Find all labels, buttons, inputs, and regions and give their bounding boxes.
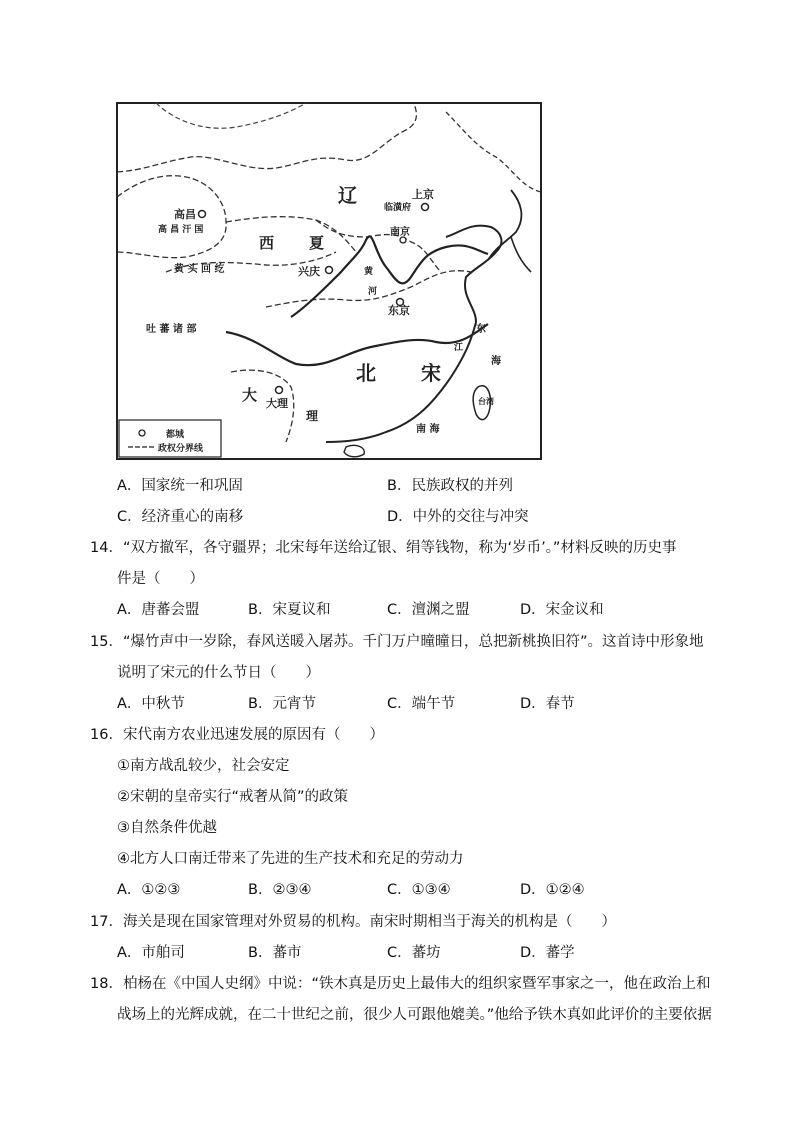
dali-dot bbox=[276, 387, 283, 394]
svg-text:西: 西 bbox=[259, 234, 275, 252]
q13-option-c: C．经济重心的南移 bbox=[117, 509, 244, 525]
q17-option-b: B．蕃市 bbox=[248, 945, 302, 961]
svg-text:台湾: 台湾 bbox=[478, 397, 494, 406]
svg-text:黄 头 回 纥: 黄 头 回 纥 bbox=[174, 264, 225, 275]
svg-text:宋: 宋 bbox=[421, 361, 441, 385]
song-liao-xixia-map bbox=[116, 102, 542, 460]
q15-option-b: B．元宵节 bbox=[248, 696, 316, 712]
svg-text:南京: 南京 bbox=[390, 227, 410, 238]
svg-text:吐 蕃 诸 部: 吐 蕃 诸 部 bbox=[146, 324, 197, 335]
q15-option-d: D．春节 bbox=[520, 696, 575, 712]
q14-option-a: A．唐蕃会盟 bbox=[117, 602, 200, 618]
svg-text:江: 江 bbox=[454, 343, 464, 353]
q16-item-1: ①南方战乱较少，社会安定 bbox=[117, 758, 290, 774]
svg-text:海: 海 bbox=[491, 356, 501, 367]
q14-stem-line1: 14．“双方撤军，各守疆界；北宋每年送给辽银、绢等钱物，称为‘岁币’。”材料反映的历史事 bbox=[90, 540, 677, 556]
svg-text:大理: 大理 bbox=[266, 397, 288, 410]
q13-option-a: A．国家统一和巩固 bbox=[117, 478, 243, 494]
svg-text:北: 北 bbox=[356, 361, 376, 385]
q14-option-d: D．宋金议和 bbox=[520, 602, 604, 618]
q15-option-a: A．中秋节 bbox=[117, 696, 185, 712]
q17-option-d: D．蕃学 bbox=[520, 945, 575, 961]
svg-text:夏: 夏 bbox=[309, 234, 325, 252]
svg-text:高 昌 汗 国: 高 昌 汗 国 bbox=[158, 225, 204, 235]
q16-option-c: C．①③④ bbox=[387, 882, 451, 898]
svg-text:高昌: 高昌 bbox=[174, 208, 196, 221]
q16-option-b: B．②③④ bbox=[248, 882, 312, 898]
q16-item-4: ④北方人口南迁带来了先进的生产技术和充足的劳动力 bbox=[117, 851, 464, 867]
q16-item-3: ③自然条件优越 bbox=[117, 820, 217, 836]
svg-text:东京: 东京 bbox=[388, 304, 410, 317]
q16-option-a: A．①②③ bbox=[117, 882, 181, 898]
q13-option-b: B．民族政权的并列 bbox=[387, 478, 513, 494]
svg-text:兴庆: 兴庆 bbox=[298, 265, 320, 278]
svg-text:南 海: 南 海 bbox=[416, 424, 440, 435]
q14-stem-line2: 件是（ ） bbox=[117, 571, 204, 587]
svg-text:理: 理 bbox=[306, 409, 319, 423]
q14-option-b: B．宋夏议和 bbox=[248, 602, 331, 618]
q16-stem: 16．宋代南方农业迅速发展的原因有（ ） bbox=[90, 727, 384, 743]
q17-stem: 17．海关是现在国家管理对外贸易的机构。南宋时期相当于海关的机构是（ ） bbox=[90, 914, 616, 930]
label-liao: 辽 bbox=[338, 185, 358, 207]
q15-option-c: C．端午节 bbox=[387, 696, 456, 712]
q15-stem-line1: 15．“爆竹声中一岁除，春风送暖入屠苏。千门万户曈曈日，总把新桃换旧符”。这首诗中形象地 bbox=[90, 634, 704, 650]
q17-option-c: C．蕃坊 bbox=[387, 945, 441, 961]
map-legend bbox=[119, 420, 221, 457]
q15-stem-line2: 说明了宋元的什么节日（ ） bbox=[117, 665, 320, 681]
q13-option-d: D．中外的交往与冲突 bbox=[387, 509, 529, 525]
svg-text:大: 大 bbox=[242, 386, 258, 404]
gaochang-dot bbox=[199, 211, 206, 218]
shangjing-dot bbox=[422, 204, 429, 211]
svg-text:东: 东 bbox=[476, 324, 486, 335]
svg-text:都城: 都城 bbox=[166, 430, 185, 440]
q16-option-d: D．①②④ bbox=[520, 882, 585, 898]
svg-text:河: 河 bbox=[368, 287, 378, 297]
xingqing-dot bbox=[326, 267, 333, 274]
q18-stem-line2: 战场上的光辉成就，在二十世纪之前，很少人可跟他媲美。”他给予铁木真如此评价的主要依据 bbox=[117, 1007, 712, 1023]
q14-option-c: C．澶渊之盟 bbox=[387, 602, 470, 618]
q16-item-2: ②宋朝的皇帝实行“戒奢从简”的政策 bbox=[117, 789, 349, 805]
svg-text:上京: 上京 bbox=[412, 188, 434, 201]
svg-text:黄: 黄 bbox=[364, 267, 374, 277]
svg-text:临潢府: 临潢府 bbox=[384, 203, 412, 213]
svg-text:政权分界线: 政权分界线 bbox=[158, 444, 204, 454]
q17-option-a: A．市舶司 bbox=[117, 945, 185, 961]
q18-stem-line1: 18．柏杨在《中国人史纲》中说：“铁木真是历史上最伟大的组织家暨军事家之一，他在政治上和 bbox=[90, 976, 711, 992]
